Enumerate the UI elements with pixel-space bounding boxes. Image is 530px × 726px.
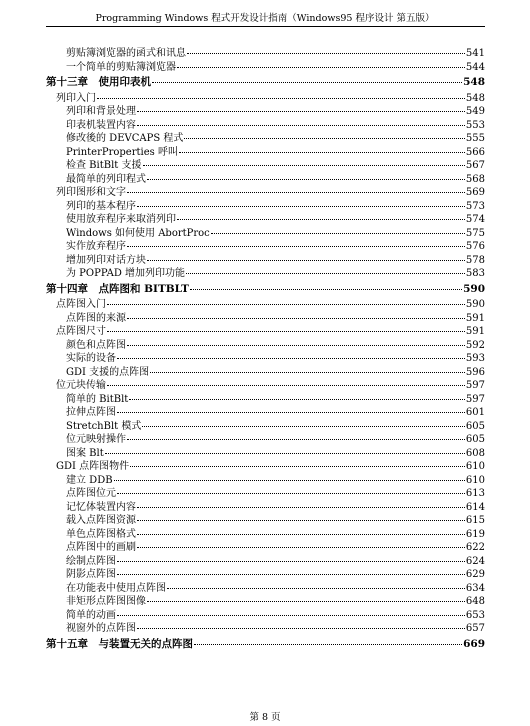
toc-entry-page-number: 566	[465, 146, 485, 158]
toc-entry-title: 一个简单的剪贴簿浏览器	[66, 61, 176, 73]
dot-leader	[187, 53, 465, 54]
toc-subsection-entry[interactable]	[46, 213, 485, 227]
toc-subsection-entry[interactable]	[46, 406, 485, 420]
toc-entry-page-number: 605	[465, 420, 485, 432]
toc-entry-title: 修改後的 DEVCAPS 程式	[66, 133, 184, 144]
dot-leader	[117, 493, 465, 494]
dot-leader	[147, 601, 465, 602]
toc-section-entry[interactable]	[46, 298, 485, 312]
dot-leader	[137, 125, 465, 126]
toc-entry-title: 简单的 BitBlt	[66, 393, 129, 405]
toc-subsection-entry[interactable]	[46, 433, 485, 447]
header-rule	[46, 26, 485, 27]
toc-entry-title: 点阵图中的画刷	[66, 542, 136, 553]
toc-entry-page-number: 590	[463, 282, 485, 295]
toc-entry-page-number: 575	[465, 227, 485, 239]
dot-leader	[117, 412, 465, 413]
toc-entry-page-number: 553	[465, 119, 485, 131]
toc-entry-title: 第十三章 使用印表机	[46, 76, 151, 88]
toc-entry-title: 第十四章 点阵图和 BITBLT	[46, 282, 189, 295]
toc-entry-title: 剪贴簿浏览器的函式和讯息	[66, 48, 186, 59]
toc-section-entry[interactable]	[46, 325, 485, 339]
dot-leader	[137, 111, 465, 112]
toc-entry-title: GDI 支援的点阵图	[66, 366, 150, 378]
toc-entry-title: 使用放弃程序来取消列印	[66, 214, 176, 225]
dot-leader	[167, 588, 465, 589]
dot-leader	[127, 318, 465, 319]
toc-entry-title: 单色点阵图格式	[66, 528, 136, 540]
toc-subsection-entry[interactable]	[46, 119, 485, 133]
toc-subsection-entry[interactable]	[46, 61, 485, 75]
toc-entry-title: 最简单的列印程式	[66, 173, 146, 185]
toc-entry-page-number: 569	[465, 187, 485, 198]
toc-entry-page-number: 548	[465, 92, 485, 104]
toc-entry-page-number: 629	[465, 569, 485, 580]
toc-entry-page-number: 592	[465, 339, 485, 351]
toc-entry-page-number: 597	[465, 380, 485, 391]
dot-leader	[127, 192, 465, 193]
toc-entry-title: 图案 Blt	[66, 447, 104, 459]
dot-leader	[137, 206, 465, 207]
dot-leader	[129, 399, 465, 400]
toc-entry-title: 为 POPPAD 增加列印功能	[66, 268, 186, 279]
toc-entry-page-number: 597	[465, 393, 485, 405]
toc-entry-page-number: 573	[465, 200, 485, 212]
toc-entry-page-number: 608	[465, 447, 485, 459]
toc-subsection-entry[interactable]	[46, 555, 485, 569]
toc-entry-page-number: 549	[465, 106, 485, 117]
toc-entry-page-number: 601	[465, 407, 485, 418]
toc-subsection-entry[interactable]	[46, 240, 485, 254]
toc-entry-page-number: 541	[465, 48, 485, 59]
toc-entry-title: 在功能表中使用点阵图	[66, 582, 166, 594]
dot-leader	[143, 165, 465, 166]
toc-chapter-entry[interactable]	[46, 76, 485, 90]
toc-subsection-entry[interactable]	[46, 595, 485, 609]
toc-entry-page-number: 669	[463, 637, 485, 650]
toc-entry-page-number: 657	[465, 623, 485, 634]
toc-subsection-entry[interactable]	[46, 447, 485, 461]
toc-subsection-entry[interactable]	[46, 514, 485, 528]
toc-subsection-entry[interactable]	[46, 487, 485, 501]
toc-subsection-entry[interactable]	[46, 267, 485, 281]
toc-entry-page-number: 648	[465, 596, 485, 607]
toc-entry-title: StretchBlt 模式	[66, 420, 142, 432]
dot-leader	[137, 534, 465, 535]
toc-entry-page-number: 591	[465, 312, 485, 324]
toc-entry-page-number: 619	[465, 528, 485, 540]
dot-leader	[211, 233, 465, 234]
toc-subsection-entry[interactable]	[46, 568, 485, 582]
toc-subsection-entry[interactable]	[46, 312, 485, 326]
dot-leader	[142, 426, 465, 427]
toc-entry-title: 位元映射操作	[66, 434, 126, 445]
toc-entry-page-number: 583	[465, 268, 485, 279]
toc-entry-title: 颜色和点阵图	[66, 339, 126, 351]
dot-leader	[127, 345, 465, 346]
toc-entry-title: 简单的动画	[66, 609, 116, 621]
toc-entry-title: 列印图形和文字	[56, 187, 126, 198]
dot-leader	[97, 98, 465, 99]
toc-section-entry[interactable]	[46, 92, 485, 106]
toc-entry-title: 建立 DDB	[66, 474, 113, 486]
dot-leader	[194, 644, 462, 645]
toc-entry-title: 非矩形点阵图图像	[66, 596, 146, 607]
toc-subsection-entry[interactable]	[46, 420, 485, 434]
toc-subsection-entry[interactable]	[46, 159, 485, 173]
toc-entry-page-number: 634	[465, 582, 485, 594]
toc-entry-title: 点阵图入门	[56, 299, 106, 310]
toc-subsection-entry[interactable]	[46, 352, 485, 366]
toc-entry-title: 实际的设备	[66, 353, 116, 364]
toc-entry-page-number: 555	[465, 133, 485, 144]
toc-subsection-entry[interactable]	[46, 501, 485, 515]
running-header: Programming Windows 程式开发设计指南（Windows95 程序设计 第五版）	[95, 13, 435, 24]
dot-leader	[127, 246, 465, 247]
dot-leader	[117, 574, 465, 575]
dot-leader	[117, 615, 465, 616]
dot-leader	[137, 547, 465, 548]
toc-subsection-entry[interactable]	[46, 609, 485, 623]
dot-leader	[179, 152, 465, 153]
toc-subsection-entry[interactable]	[46, 528, 485, 542]
toc-entry-page-number: 622	[465, 542, 485, 553]
dot-leader	[105, 453, 465, 454]
toc-subsection-entry[interactable]	[46, 541, 485, 555]
toc-entry-title: 列印的基本程序	[66, 200, 136, 212]
dot-leader	[107, 385, 465, 386]
toc-entry-title: 位元块传输	[56, 380, 106, 391]
toc-entry-title: 载入点阵图资源	[66, 515, 136, 526]
dot-leader	[190, 289, 462, 290]
dot-leader	[147, 179, 465, 180]
dot-leader	[117, 358, 465, 359]
dot-leader	[137, 507, 465, 508]
toc-subsection-entry[interactable]	[46, 582, 485, 596]
toc-entry-title: 视窗外的点阵图	[66, 623, 136, 634]
dot-leader	[177, 219, 465, 220]
toc-entry-title: 实作放弃程序	[66, 241, 126, 252]
toc-entry-page-number: 624	[465, 555, 485, 567]
toc-entry-page-number: 578	[465, 254, 485, 266]
toc-entry-title: 绘制点阵图	[66, 555, 116, 567]
dot-leader	[186, 273, 465, 274]
toc-entry-title: 第十五章 与装置无关的点阵图	[46, 637, 193, 650]
toc-entry-title: Windows 如何使用 AbortProc	[66, 227, 210, 239]
toc-subsection-entry[interactable]	[46, 132, 485, 146]
toc-entry-page-number: 568	[465, 173, 485, 185]
toc-subsection-entry[interactable]	[46, 254, 485, 268]
toc-entry-page-number: 610	[465, 474, 485, 486]
dot-leader	[150, 372, 465, 373]
table-of-contents	[46, 47, 485, 653]
toc-entry-page-number: 590	[465, 299, 485, 310]
toc-entry-title: 检查 BitBlt 支援	[66, 160, 142, 171]
toc-entry-title: GDI 点阵图物件	[56, 461, 130, 472]
toc-subsection-entry[interactable]	[46, 339, 485, 353]
dot-leader	[127, 439, 465, 440]
toc-entry-title: 点阵图尺寸	[56, 326, 106, 337]
dot-leader	[184, 138, 465, 139]
toc-entry-title: 点阵图的来源	[66, 312, 126, 324]
toc-subsection-entry[interactable]	[46, 366, 485, 380]
toc-entry-page-number: 548	[463, 76, 485, 88]
toc-entry-page-number: 576	[465, 241, 485, 252]
toc-entry-title: 记忆体装置内容	[66, 501, 136, 513]
toc-subsection-entry[interactable]	[46, 173, 485, 187]
toc-entry-page-number: 614	[465, 501, 485, 513]
toc-entry-title: 拉伸点阵图	[66, 407, 116, 418]
toc-subsection-entry[interactable]	[46, 146, 485, 160]
dot-leader	[107, 331, 465, 332]
toc-entry-title: 阴影点阵图	[66, 569, 116, 580]
toc-entry-page-number: 544	[465, 61, 485, 73]
toc-chapter-entry[interactable]	[46, 638, 485, 652]
toc-section-entry[interactable]	[46, 379, 485, 393]
toc-entry-page-number: 615	[465, 515, 485, 526]
toc-entry-title: 列印入门	[56, 92, 96, 104]
toc-subsection-entry[interactable]	[46, 393, 485, 407]
dot-leader	[114, 480, 465, 481]
toc-entry-page-number: 596	[465, 366, 485, 378]
toc-entry-page-number: 591	[465, 326, 485, 337]
toc-entry-page-number: 593	[465, 353, 485, 364]
toc-entry-page-number: 574	[465, 214, 485, 225]
dot-leader	[117, 561, 465, 562]
toc-entry-title: 列印和背景处理	[66, 106, 136, 117]
toc-entry-title: 印表机装置内容	[66, 119, 136, 131]
toc-entry-page-number: 610	[465, 461, 485, 472]
dot-leader	[137, 628, 465, 629]
dot-leader	[152, 82, 462, 83]
page-number: 第 8 页	[249, 712, 281, 723]
toc-subsection-entry[interactable]	[46, 47, 485, 61]
toc-subsection-entry[interactable]	[46, 200, 485, 214]
toc-entry-page-number: 567	[465, 160, 485, 171]
toc-chapter-entry[interactable]	[46, 283, 485, 297]
dot-leader	[147, 260, 465, 261]
toc-entry-title: PrinterProperties 呼叫	[66, 146, 178, 158]
dot-leader	[137, 520, 465, 521]
toc-subsection-entry[interactable]	[46, 105, 485, 119]
toc-section-entry[interactable]	[46, 186, 485, 200]
toc-entry-page-number: 653	[465, 609, 485, 621]
toc-subsection-entry[interactable]	[46, 622, 485, 636]
toc-entry-title: 点阵图位元	[66, 488, 116, 499]
toc-subsection-entry[interactable]	[46, 474, 485, 488]
toc-entry-page-number: 605	[465, 434, 485, 445]
toc-subsection-entry[interactable]	[46, 227, 485, 241]
toc-section-entry[interactable]	[46, 460, 485, 474]
dot-leader	[177, 67, 465, 68]
toc-entry-page-number: 613	[465, 488, 485, 499]
toc-entry-title: 增加列印对话方块	[66, 254, 146, 266]
dot-leader	[130, 466, 465, 467]
dot-leader	[107, 304, 465, 305]
